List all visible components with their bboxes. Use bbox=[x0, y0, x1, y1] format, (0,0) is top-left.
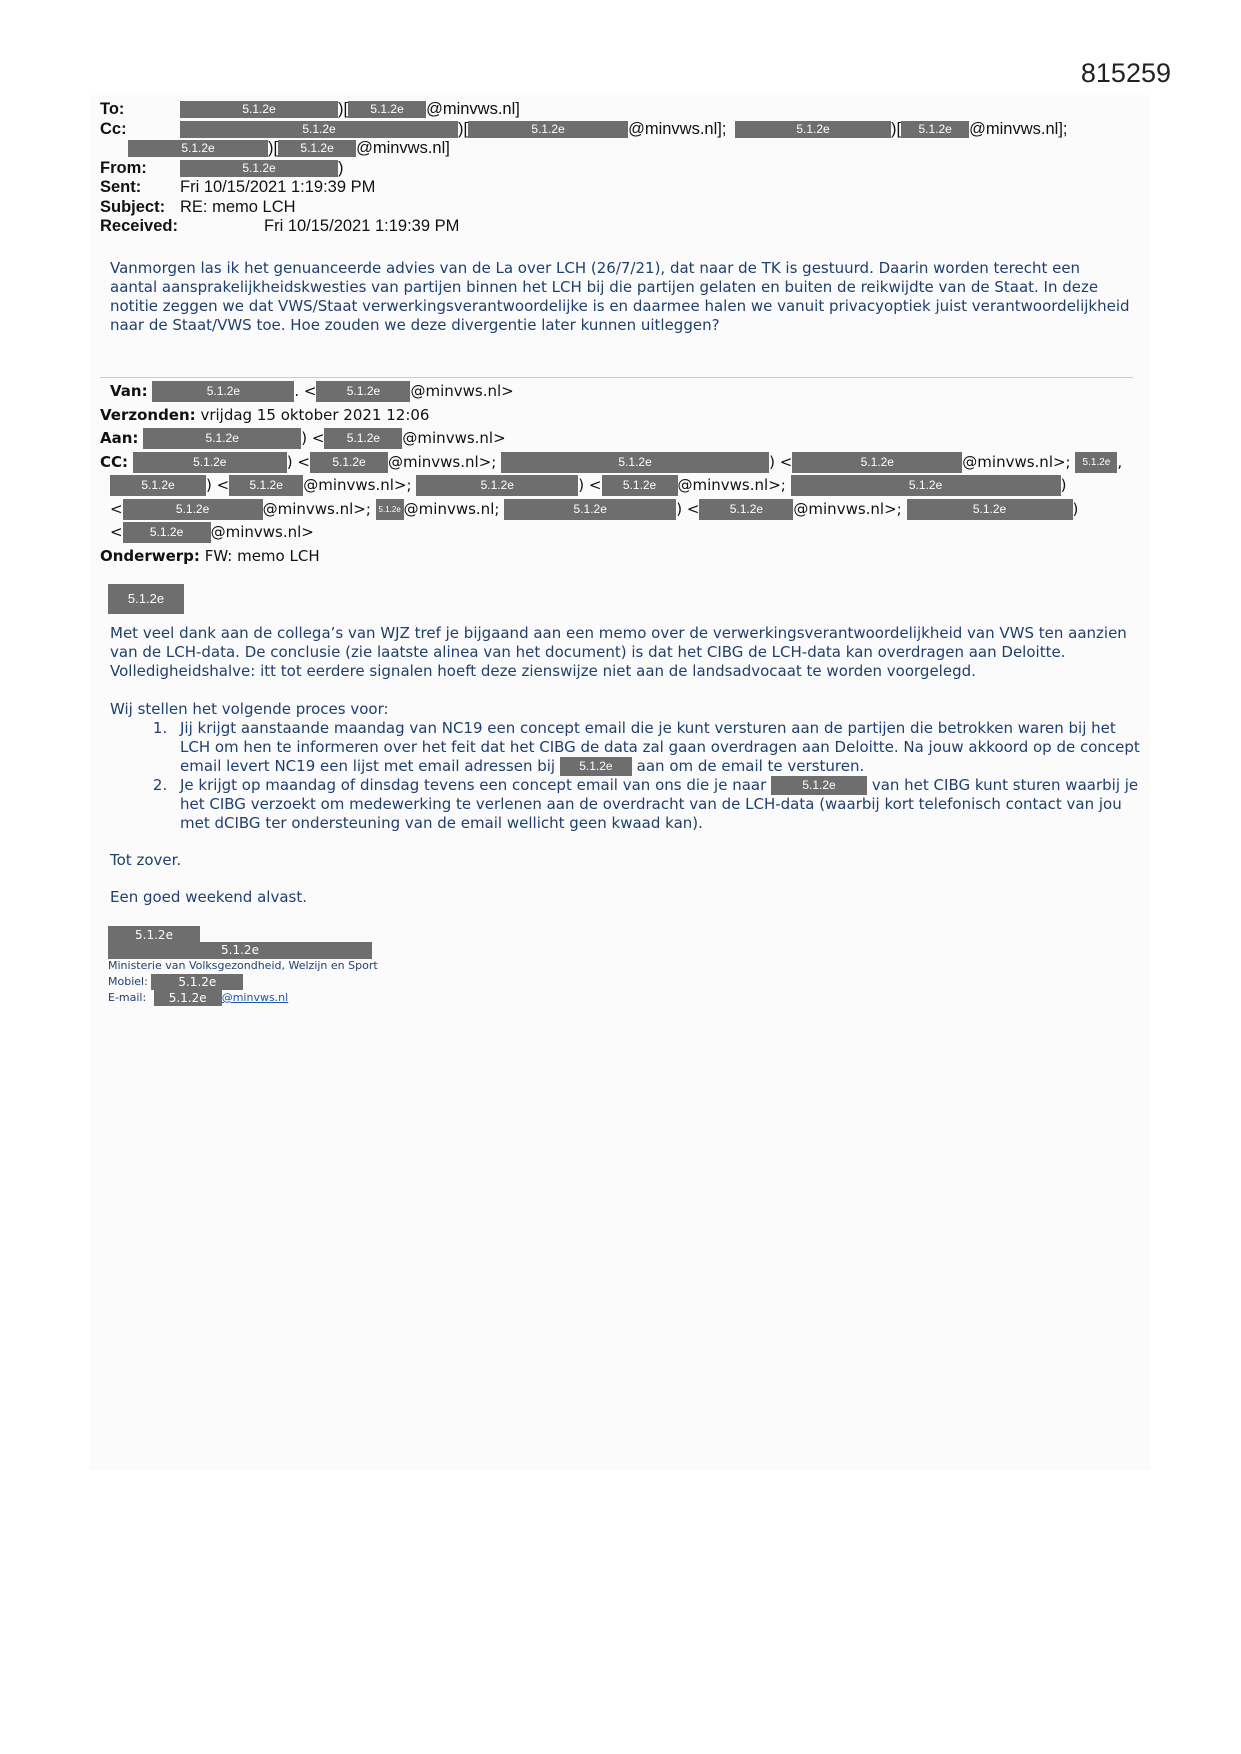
separator: ) bbox=[1060, 476, 1067, 494]
intro-paragraph: Met veel dank aan de collega’s van WJZ tref je bijgaand aan een memo over de verwerkingsverantwoordelijkheid van VWS ten aanzien van de LCH-data. De conclusie (zie laatste alinea van het document) is dat het CIBG de LCH-data kan overdragen aan Deloitte. Volledigheidshalve: itt tot eerdere signalen hoeft deze zienswijze niet aan de landsadvocaat te worden voorgelegd. bbox=[110, 624, 1127, 680]
redaction-box: 5.1.2e bbox=[123, 499, 263, 520]
redaction-box: 5.1.2e bbox=[735, 121, 891, 138]
received-row bbox=[100, 217, 1068, 237]
forwarded-header bbox=[100, 380, 1122, 568]
redaction-box: 5.1.2e bbox=[792, 452, 962, 473]
bracket: )[ bbox=[458, 119, 469, 138]
redaction-box: 5.1.2e bbox=[501, 452, 769, 473]
aan-label: Aan: bbox=[100, 429, 139, 447]
list-item-text: Je krijgt op maandag of dinsdag tevens een concept email van ons die je naar bbox=[180, 776, 767, 794]
greeting-redaction: 5.1.2e bbox=[108, 584, 184, 614]
email-domain: @minvws.nl>; bbox=[388, 452, 497, 471]
separator: ) < bbox=[301, 429, 325, 447]
cc-label: Cc: bbox=[100, 119, 127, 138]
list-item bbox=[172, 776, 1140, 833]
email-domain: @minvws.nl> bbox=[410, 382, 514, 400]
cc-row-2 bbox=[100, 139, 1068, 159]
signature-email bbox=[108, 990, 378, 1006]
redaction-box: 5.1.2e bbox=[123, 522, 211, 543]
cc-row-1 bbox=[100, 120, 1068, 140]
verzonden-row bbox=[100, 404, 1122, 428]
redaction-box: 5.1.2e bbox=[376, 499, 404, 520]
redaction-box: 5.1.2e bbox=[348, 101, 426, 118]
reply-body: Vanmorgen las ik het genuanceerde advies van de La over LCH (26/7/21), dat naar de TK is gestuurd. Daarin worden terecht een aantal aansprakelijkheidskwesties van partijen binnen het LCH bij die partijen gelaten en buiten de reikwijdte van de Staat. In deze notitie zeggen we dat VWS/Staat verwerkingsverantwoordelijke is en daarmee halen we vanuit privacyoptiek juist verantwoordelijkheid naar de Staat/VWS toe. Hoe zouden we deze divergentie later kunnen uitleggen? bbox=[110, 259, 1130, 334]
paren: ) bbox=[338, 158, 344, 177]
separator: ) < bbox=[676, 499, 700, 518]
verzonden-value: vrijdag 15 oktober 2021 12:06 bbox=[200, 405, 430, 424]
process-section bbox=[110, 700, 1140, 833]
redaction-box: 5.1.2e bbox=[901, 121, 969, 138]
signature-ministry: Ministerie van Volksgezondheid, Welzijn en Sport bbox=[108, 959, 378, 972]
verzonden-label: Verzonden: bbox=[100, 405, 196, 424]
redaction-box: 5.1.2e bbox=[154, 990, 222, 1006]
subject-row bbox=[100, 198, 1068, 218]
cc-domain: @minvws.nl]; bbox=[628, 119, 727, 138]
closing-line: Tot zover. bbox=[110, 851, 182, 869]
document-number: 815259 bbox=[1080, 58, 1171, 88]
redaction-box: 5.1.2e bbox=[468, 121, 628, 138]
separator: ) < bbox=[769, 452, 793, 471]
redaction-box: 5.1.2e bbox=[791, 475, 1061, 496]
bracket: )[ bbox=[338, 100, 349, 118]
redaction-box: 5.1.2e bbox=[110, 475, 206, 496]
cc-row-b bbox=[100, 474, 1122, 498]
cc-label: CC: bbox=[100, 452, 129, 471]
closing-line: Een goed weekend alvast. bbox=[110, 888, 307, 906]
to-row bbox=[100, 100, 1068, 120]
separator: ) < bbox=[578, 476, 602, 494]
redaction-box: 5.1.2e bbox=[602, 475, 678, 496]
cc-row-d bbox=[100, 521, 1122, 545]
email-label: E-mail: bbox=[108, 991, 147, 1004]
cc-domain: @minvws.nl]; bbox=[969, 119, 1068, 138]
redaction-box: 5.1.2e bbox=[108, 926, 200, 944]
list-item bbox=[172, 719, 1140, 776]
cc-domain: @minvws.nl] bbox=[356, 139, 450, 157]
email-header bbox=[100, 100, 1068, 237]
redaction-box: 5.1.2e bbox=[771, 776, 867, 795]
email-domain: @minvws.nl> bbox=[402, 429, 506, 447]
van-label: Van: bbox=[110, 382, 148, 400]
redaction-box: 5.1.2e bbox=[143, 428, 301, 449]
sent-row bbox=[100, 178, 1068, 198]
redaction-box: 5.1.2e bbox=[316, 381, 410, 402]
redaction-box: 5.1.2e bbox=[278, 140, 356, 157]
redaction-box: 5.1.2e bbox=[128, 140, 268, 157]
email-link[interactable]: @minvws.nl bbox=[221, 991, 289, 1004]
subject-label: Subject: bbox=[100, 197, 166, 216]
cc-row-a bbox=[100, 451, 1122, 475]
sent-label: Sent: bbox=[100, 178, 142, 196]
redaction-box: 5.1.2e bbox=[180, 101, 338, 118]
email-domain: @minvws.nl>; bbox=[262, 499, 371, 518]
separator: ) < bbox=[206, 476, 230, 494]
process-list bbox=[110, 719, 1140, 833]
divider bbox=[100, 377, 1133, 378]
email-domain: @minvws.nl> bbox=[210, 523, 314, 541]
cc-row-c bbox=[100, 498, 1122, 522]
redaction-box: 5.1.2e bbox=[907, 499, 1073, 520]
van-row bbox=[100, 380, 1122, 404]
redaction-box: 5.1.2e bbox=[108, 942, 372, 959]
list-item-text: aan om de email te versturen. bbox=[636, 757, 865, 775]
redaction-box: 5.1.2e bbox=[229, 475, 303, 496]
process-intro: Wij stellen het volgende proces voor: bbox=[110, 700, 389, 718]
redaction-box: 5.1.2e bbox=[133, 452, 287, 473]
email-domain: @minvws.nl>; bbox=[962, 452, 1071, 471]
to-label: To: bbox=[100, 100, 125, 118]
onderwerp-label: Onderwerp: bbox=[100, 546, 200, 565]
signature-title bbox=[108, 942, 378, 958]
signature-name bbox=[108, 926, 378, 942]
received-label: Received: bbox=[100, 217, 178, 235]
signature-mobile bbox=[108, 974, 378, 990]
bracket: )[ bbox=[268, 139, 279, 157]
from-label: From: bbox=[100, 158, 147, 177]
redaction-box: 5.1.2e bbox=[324, 428, 402, 449]
redaction-box: 5.1.2e bbox=[416, 475, 578, 496]
received-value: Fri 10/15/2021 1:19:39 PM bbox=[264, 217, 460, 235]
separator: < bbox=[110, 499, 123, 518]
mobile-label: Mobiel: bbox=[108, 975, 148, 988]
separator: ) bbox=[1072, 499, 1079, 518]
subject-value: RE: memo LCH bbox=[180, 197, 296, 216]
redaction-box: 5.1.2e bbox=[180, 121, 458, 138]
from-row bbox=[100, 159, 1068, 179]
bracket: )[ bbox=[891, 119, 902, 138]
separator: . < bbox=[294, 382, 317, 400]
email-domain: @minvws.nl>; bbox=[677, 476, 786, 494]
onderwerp-row bbox=[100, 545, 1122, 569]
to-domain: @minvws.nl] bbox=[426, 100, 520, 118]
separator: ) < bbox=[286, 452, 310, 471]
separator: < bbox=[110, 523, 123, 541]
email-domain: @minvws.nl>; bbox=[793, 499, 902, 518]
email-domain: @minvws.nl; bbox=[403, 499, 500, 518]
email-domain: @minvws.nl>; bbox=[303, 476, 412, 494]
redaction-box: 5.1.2e bbox=[310, 452, 388, 473]
signature bbox=[108, 926, 378, 1006]
list-item-text: van het CIBG kunt sturen waarbij je het CIBG verzoekt om medewerking te verlenen aan de overdracht van de LCH-data (waarbij kort telefonisch contact van jou met dCIBG ter ondersteuning van de email wellicht geen kwaad kan). bbox=[180, 776, 1139, 832]
redaction-box: 5.1.2e bbox=[152, 381, 294, 402]
redaction-box: 5.1.2e bbox=[151, 974, 243, 990]
onderwerp-value: FW: memo LCH bbox=[204, 546, 320, 565]
sent-value: Fri 10/15/2021 1:19:39 PM bbox=[180, 178, 376, 196]
redaction-box: 5.1.2e bbox=[560, 757, 632, 776]
list-item-text: Jij krijgt aanstaande maandag van NC19 een concept email die je kunt versturen aan de partijen die betrokken waren bij het LCH om hen te informeren over het feit dat het CIBG de data zal gaan overdragen aan Deloitte. Na jouw akkoord op de concept email levert NC19 een lijst met email adressen bij bbox=[180, 719, 1140, 775]
redaction-box: 5.1.2e bbox=[504, 499, 676, 520]
separator: , bbox=[1117, 452, 1123, 471]
redaction-box: 5.1.2e bbox=[180, 160, 338, 177]
aan-row bbox=[100, 427, 1122, 451]
redaction-box: 5.1.2e bbox=[699, 499, 793, 520]
redaction-box: 5.1.2e bbox=[1075, 452, 1117, 473]
